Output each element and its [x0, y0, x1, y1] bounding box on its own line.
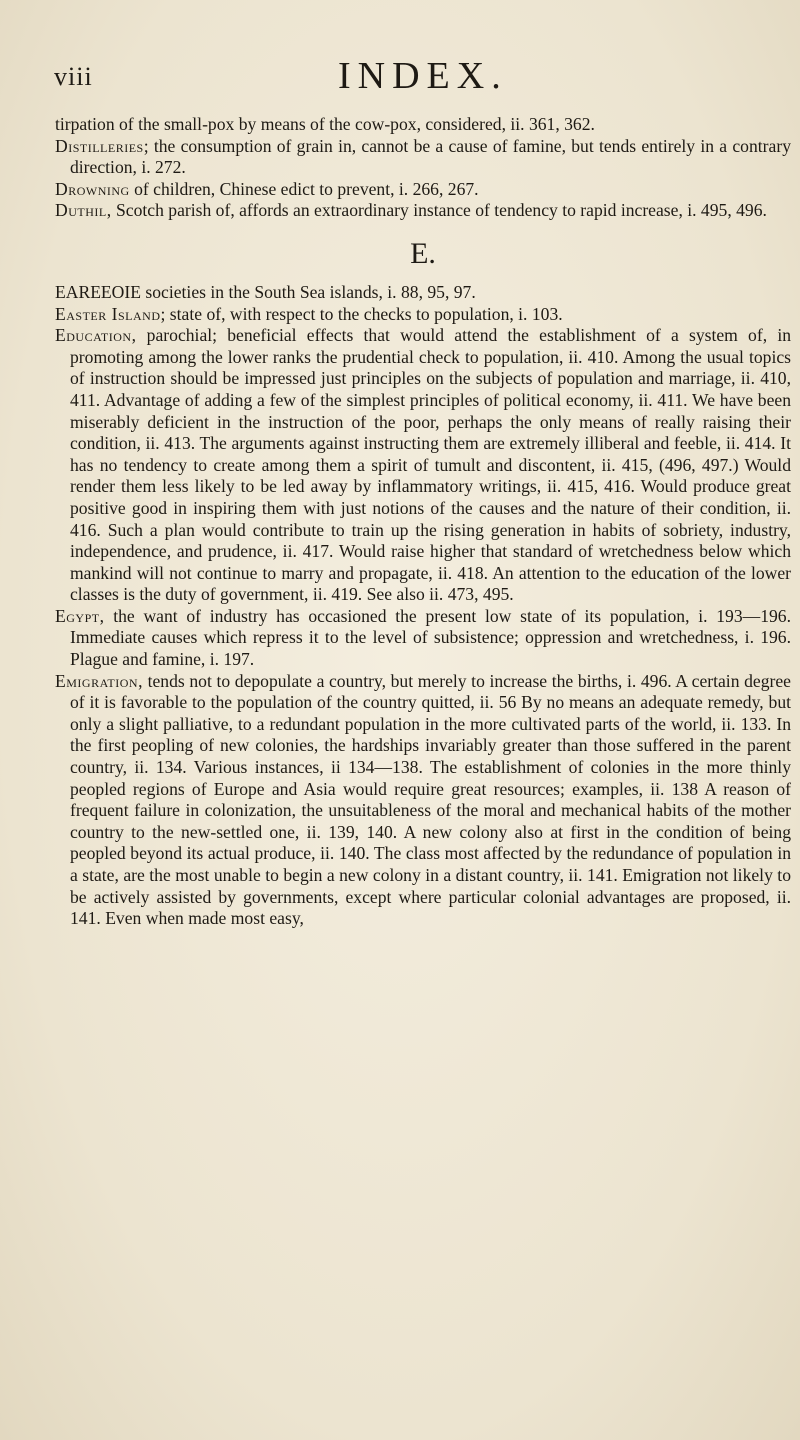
index-entry-easter-island: [55, 304, 791, 326]
entry-text: of children, Chinese edict to prevent, i. 266, 267.: [129, 178, 479, 199]
entry-heading: Education,: [55, 325, 137, 346]
entry-heading: Egypt,: [55, 605, 105, 626]
entry-text: ; the consumption of grain in, cannot be a cause of famine, but tends entirely in a contrary direction, i. 272.: [70, 135, 791, 178]
index-entry-extirpation: [55, 114, 791, 136]
entry-heading: Duthil,: [55, 200, 112, 221]
entry-text: tends not to depopulate a country, but merely to increase the births, i. 496. A certain degree of it is favorable to the population of the country quitted, ii. 56 By no means an adequate remedy, but only a slight palliative, to a redundant population in the more cultivated parts of the world, ii. 133. In the first peopling of new colonies, the hardships invariably greater than those suffered in the parent country, ii. 134. Various instances, ii 134—138. The establishment of colonies in the more thinly peopled regions of Europe and Asia would require great resources; examples, ii. 138 A reason of frequent failure in colonization, the unsuitableness of the moral and mechanical habits of the mother country to the new-settled one, ii. 139, 140. A new colony also at first in the condition of being peopled beyond its actual produce, ii. 140. The class most affected by the redundance of population in a state, are the most unable to begin a new colony in a distant country, ii. 141. Emigration not likely to be actively assisted by governments, except where particular colonial advantages are proposed, ii. 141. Even when made most easy,: [70, 670, 791, 929]
entry-text: societies in the South Sea islands, i. 88, 95, 97.: [141, 281, 476, 302]
entry-heading: EAREEOIE: [55, 281, 141, 302]
section-letter: E.: [410, 236, 436, 270]
entry-heading: Emigration,: [55, 670, 143, 691]
page-number: viii: [54, 62, 93, 91]
entry-text: Scotch parish of, affords an extraordinary instance of tendency to rapid increase, i. 495, 496.: [111, 200, 767, 221]
index-entry-drowning: [55, 179, 791, 201]
index-content: [55, 114, 791, 930]
entry-heading: Drowning: [55, 178, 130, 199]
entry-text: ; state of, with respect to the checks to population, i. 103.: [160, 303, 563, 324]
entry-text: the want of industry has occasioned the present low state of its population, i. 193—196. Immediate causes which repress it to the level of subsistence; oppression and wretchedness, i. 196. Plague and famine, i. 197.: [70, 605, 791, 670]
entry-text: tirpation of the small-pox by means of the cow-pox, considered, ii. 361, 362.: [55, 114, 595, 134]
index-entry-emigration: [55, 671, 791, 930]
index-entry-eareeoie: [55, 282, 791, 304]
entry-text: parochial; beneficial effects that would attend the establishment of a system of, in promoting among the lower ranks the prudential check to population, ii. 410. Among the usual topics of instruction should be impressed just principles on the subjects of population and marriage, ii. 410, 411. Advantage of adding a few of the simplest principles of political economy, ii. 411. We have been miserably deficient in the instruction of the poor, perhaps the only means of really raising their condition, ii. 413. The arguments against instructing them are extremely illiberal and feeble, ii. 414. It has no tendency to create among them a spirit of tumult and discontent, ii. 415, (496, 497.) Would render them less likely to be led away by inflammatory writings, ii. 415, 416. Would produce great positive good in inspiring them with just notions of the causes and the nature of their condition, ii. 416. Such a plan would contribute to train up the rising generation in habits of sobriety, industry, independence, and prudence, ii. 417. Would raise higher that standard of wretchedness below which mankind will not continue to marry and propagate, ii. 418. An attention to the education of the lower classes is the duty of government, ii. 419. See also ii. 473, 495.: [70, 325, 791, 605]
index-entry-egypt: [55, 606, 791, 671]
index-entry-distilleries: [55, 136, 791, 179]
entry-heading: Distilleries: [55, 135, 144, 156]
index-entry-duthil: [55, 200, 791, 222]
entry-heading: Easter Island: [55, 303, 161, 324]
index-entry-education: [55, 325, 791, 606]
page-header: [0, 50, 800, 110]
page-title: INDEX.: [338, 55, 508, 97]
